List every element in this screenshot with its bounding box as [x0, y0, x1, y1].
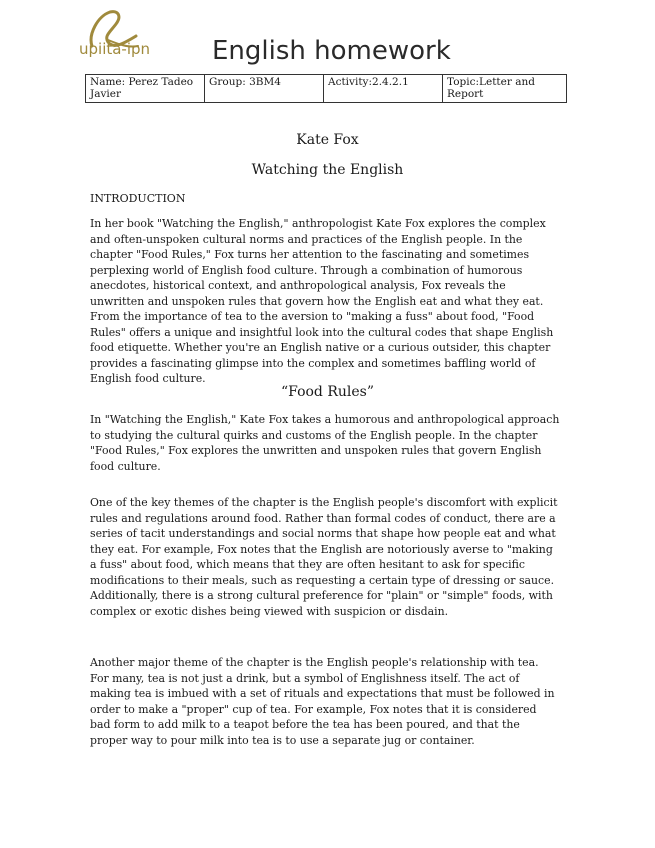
logo-text: upiita-ipn — [79, 40, 151, 58]
paragraph-1: In "Watching the English," Kate Fox takes a humorous and anthropological approach to studying the cultural quirks and customs of the English people. In the chapter "Food Rules," Fox explores the unwritten and unspoken rules that govern English food culture. — [90, 413, 560, 473]
student-name: Name: Perez Tadeo Javier — [86, 75, 205, 103]
intro-paragraph: In her book "Watching the English," anthropologist Kate Fox explores the complex and often-unspoken cultural norms and practices of the English people. In the chapter "Food Rules," Fox turns her attention to the fascinating and sometimes perplexing world of English food culture. Through a combination of humorous anecdotes, historical context, and anthropological analysis, Fox reveals the unwritten and unspoken rules that govern how the English eat and what they eat. From the importance of tea to the aversion to "making a fuss" about food, "Food Rules" offers a unique and insightful look into the cultural codes that shape English food etiquette. Whether you're an English native or a curious outsider, this chapter provides a fascinating glimpse into the complex and sometimes baffling world of English food culture. — [90, 217, 554, 385]
section-title: “Food Rules” — [280, 384, 375, 400]
book-title: Watching the English — [251, 162, 404, 178]
activity-cell: Activity:2.4.2.1 — [324, 75, 443, 103]
topic-cell: Topic:Letter and Report — [443, 75, 567, 103]
intro-heading: INTRODUCTION — [90, 192, 186, 205]
page-title: English homework — [212, 36, 451, 66]
group-cell: Group: 3BM4 — [205, 75, 324, 103]
author-heading: Kate Fox — [296, 132, 359, 148]
paragraph-2: One of the key themes of the chapter is the English people's discomfort with explicit rules and regulations around food. Rather than formal codes of conduct, there are a series of tacit understandings and social norms that shape how people eat and what they eat. For example, Fox notes that the English are notoriously averse to "making a fuss" about food, which means that they are often hesitant to ask for specific modifications to their meals, such as requesting a certain type of dressing or sauce. Additionally, there is a strong cultural preference for "plain" or "simple" foods, with complex or exotic dishes being viewed with suspicion or disdain. — [90, 496, 558, 618]
paragraph-3: Another major theme of the chapter is the English people's relationship with tea. For many, tea is not just a drink, but a symbol of Englishness itself. The act of making tea is imbued with a set of rituals and expectations that must be followed in order to make a "proper" cup of tea. For example, Fox notes that it is considered bad form to add milk to a teapot before the tea has been poured, and that the proper way to pour milk into tea is to use a separate jug or container. — [90, 656, 555, 747]
info-table — [85, 74, 567, 103]
